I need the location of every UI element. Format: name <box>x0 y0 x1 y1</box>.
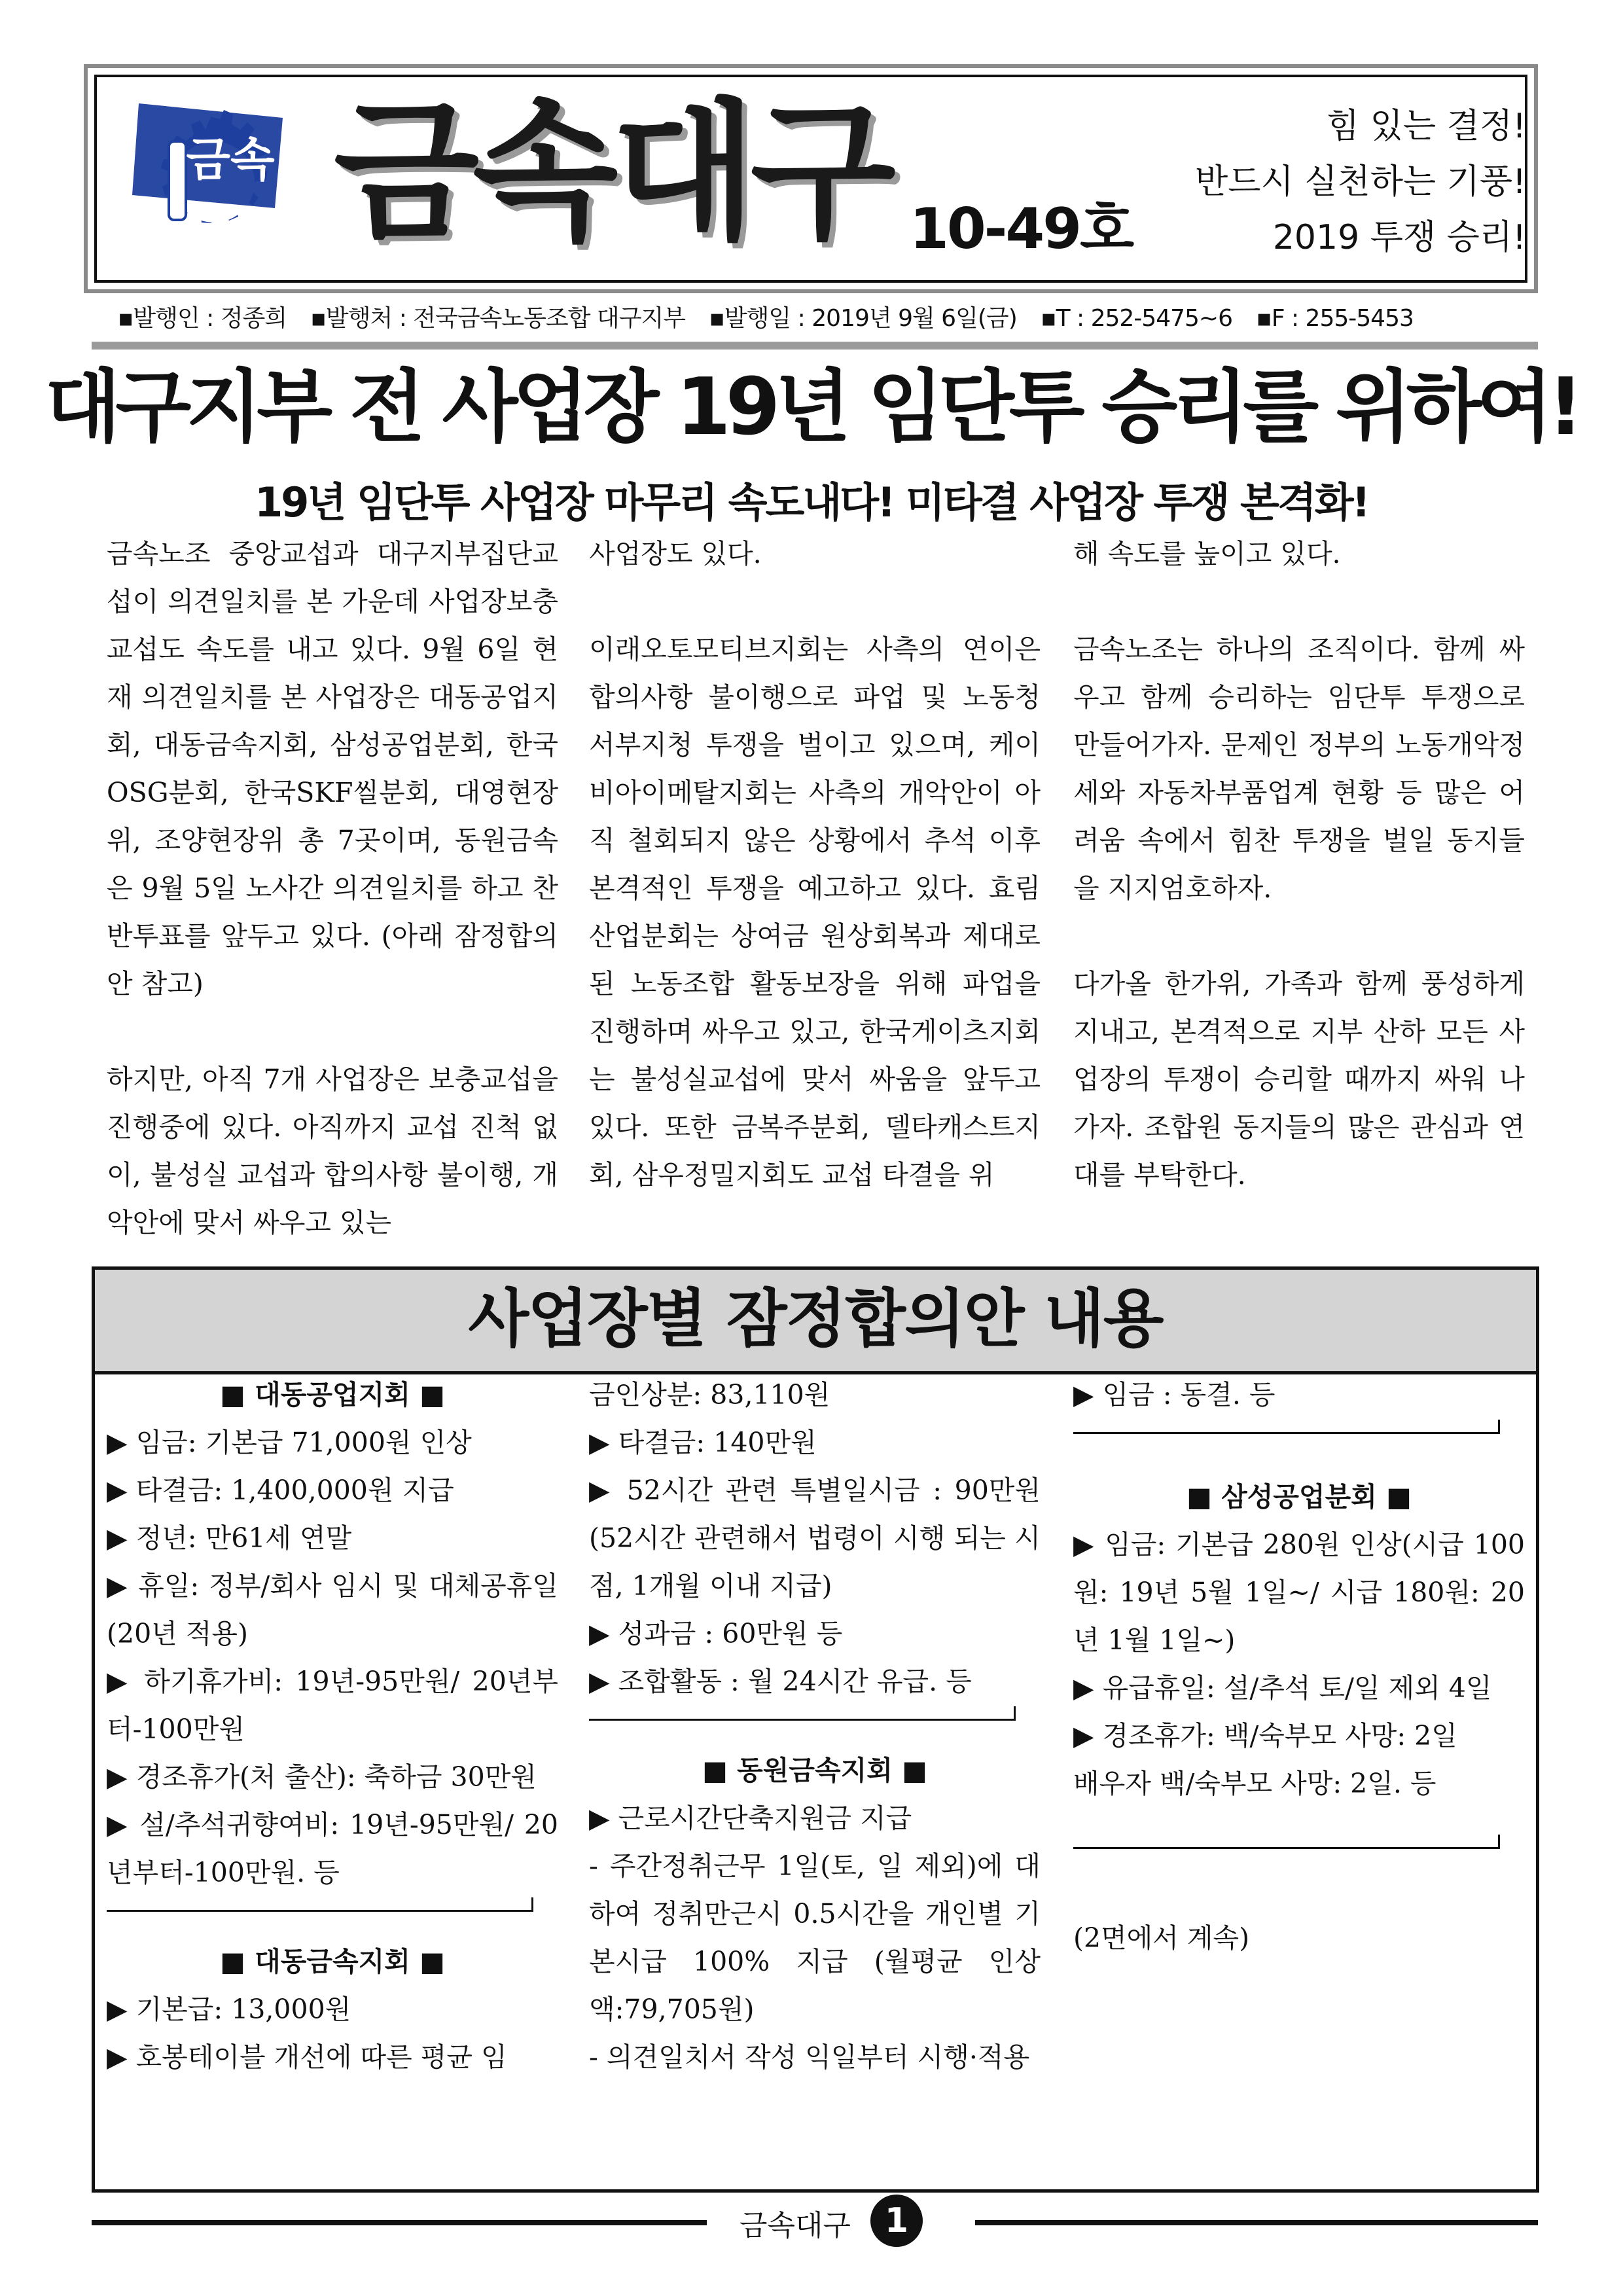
organization: ▪발행처 : 전국금속노동조합 대구지부 <box>310 305 686 332</box>
publish-date: ▪발행일 : 2019년 9월 6일(금) <box>709 305 1017 332</box>
agreement-item: - 의견일치서 작성 익일부터 시행·적용 <box>589 2041 1030 2073</box>
footer-title: 금속대구 <box>740 2209 851 2242</box>
article-paragraph: 금속노조 중앙교섭과 대구지부집단교섭이 의견일치를 본 가운데 사업장보충교섭도 속도를 내고 있다. 9월 6일 현재 의견일치를 본 사업장은 대동공업지회, 대동금속지회, 삼성공업분회, 한국OSG분회, 한국SKF씰분회, 대영현장위, 조양현장위 총 7곳이며, 동원금속은 9월 5일 노사간 의견일치를 하고 찬반투표를 앞두고 있다. (아래 잠정합의안 참고) <box>107 538 558 999</box>
issue-number: 10-49호 <box>910 196 1133 262</box>
section-divider <box>589 1706 1014 1721</box>
agreement-item: ▶ 조합활동 : 월 24시간 유급. 등 <box>589 1666 972 1697</box>
telephone: ▪T : 252-5475~6 <box>1041 305 1232 332</box>
article-column-1 <box>107 530 558 1247</box>
page-number: 1 <box>870 2195 923 2247</box>
subheadline: 19년 임단투 사업장 마무리 속도내다! 미타결 사업장 투쟁 본격화! <box>255 478 1368 526</box>
article-paragraph: 사업장도 있다. <box>589 538 762 569</box>
agreement-item: ▶ 성과금 : 60만원 등 <box>589 1618 843 1649</box>
agreement-column-1 <box>107 1371 558 2081</box>
headline: 대구지부 전 사업장 19년 임단투 승리를 위하여! <box>45 362 1578 453</box>
agreement-item: ▶ 타결금: 1,400,000원 지급 <box>107 1475 454 1506</box>
logo-text: 금속 <box>186 133 275 187</box>
agreement-item: ▶ 유급휴일: 설/추석 토/일 제외 4일 <box>1073 1672 1492 1704</box>
info-divider <box>92 342 1538 350</box>
footer-rule-left <box>92 2220 707 2225</box>
publication-info <box>118 300 1531 333</box>
agreement-item: ▶ 하기휴가비: 19년-95만원/ 20년부터-100만원 <box>107 1666 558 1745</box>
article-column-2 <box>589 530 1041 1199</box>
agreement-column-3 <box>1073 1371 1525 1962</box>
slogan-2: 반드시 실천하는 기풍! <box>1195 162 1526 202</box>
slogan-1: 힘 있는 결정! <box>1326 107 1526 146</box>
agreement-box-title: 사업장별 잠정합의안 내용 <box>95 1270 1536 1374</box>
agreement-item: ▶ 근로시간단축지원금 지급 <box>589 1803 912 1834</box>
article-paragraph: 이래오토모티브지회는 사측의 연이은 합의사항 불이행으로 파업 및 노동청 서부지청 투쟁을 벌이고 있으며, 케이비아이메탈지회는 사측의 개악안이 아직 철회되지 않은 상황에서 추석 이후 본격적인 투쟁을 예고하고 있다. 효림산업분회는 상여금 원상회복과 제대로된 노동조합 활동보장을 위해 파업을 진행하며 싸우고 있고, 한국게이츠지회는 불성실교섭에 맞서 싸움을 앞두고 있다. 또한 금복주분회, 델타캐스트지회, 삼우정밀지회도 교섭 타결을 위 <box>589 634 1041 1191</box>
agreement-item: ▶ 정년: 만61세 연말 <box>107 1522 352 1554</box>
article-column-3 <box>1073 530 1525 1199</box>
agreement-item: ▶ 기본급: 13,000원 <box>107 1994 351 2025</box>
section-heading: ■ 대동공업지회 ■ <box>220 1379 445 1410</box>
section-divider <box>1073 1419 1499 1434</box>
slogan-3: 2019 투쟁 승리! <box>1272 218 1526 257</box>
article-paragraph: 다가올 한가위, 가족과 함께 풍성하게 지내고, 본격적으로 지부 산하 모든 사업장의 투쟁이 승리할 때까지 싸워 나가자. 조합원 동지들의 많은 관심과 연대를 부탁한다. <box>1073 968 1525 1191</box>
union-logo <box>113 77 309 274</box>
section-heading: ■ 대동금속지회 ■ <box>220 1946 445 1977</box>
agreement-item: ▶ 임금: 기본급 280원 인상(시급 100원: 19년 5월 1일~/ 시급 180원: 20년 1월 1일~) <box>1073 1529 1525 1656</box>
continued-note: (2면에서 계속) <box>1073 1922 1250 1954</box>
newspaper-title: 금속대구 <box>334 86 889 260</box>
agreement-item: 배우자 백/숙부모 사망: 2일. 등 <box>1073 1768 1436 1799</box>
agreement-column-2 <box>589 1371 1041 2081</box>
agreement-item: ▶ 경조휴가(처 출산): 축하금 30만원 <box>107 1761 537 1793</box>
agreement-item: - 주간정취근무 1일(토, 일 제외)에 대하여 정취만근시 0.5시간을 개인별 기본시급 100% 지급 (월평균 인상액:79,705원) <box>589 1850 1041 2025</box>
agreement-item: ▶ 52시간 관련 특별일시금 : 90만원(52시간 관련해서 법령이 시행 되는 시점, 1개월 이내 지급) <box>589 1475 1041 1602</box>
agreement-item: ▶ 휴일: 정부/회사 임시 및 대체공휴일(20년 적용) <box>107 1570 558 1649</box>
section-divider <box>1073 1834 1499 1849</box>
agreement-item: ▶ 임금 : 동결. 등 <box>1073 1379 1275 1410</box>
article-paragraph: 해 속도를 높이고 있다. <box>1073 538 1341 569</box>
agreement-item: ▶ 경조휴가: 백/숙부모 사망: 2일 <box>1073 1720 1457 1751</box>
agreement-item: 금인상분: 83,110원 <box>589 1379 830 1410</box>
agreement-item: ▶ 설/추석귀향여비: 19년-95만원/ 20년부터-100만원. 등 <box>107 1809 558 1888</box>
article-paragraph: 하지만, 아직 7개 사업장은 보충교섭을 진행중에 있다. 아직까지 교섭 진척 없이, 불성실 교섭과 합의사항 불이행, 개악안에 맞서 싸우고 있는 <box>107 1064 558 1238</box>
publisher: ▪발행인 : 정종희 <box>118 305 287 332</box>
section-divider <box>107 1897 532 1912</box>
section-heading: ■ 삼성공업분회 ■ <box>1186 1481 1412 1513</box>
article-paragraph: 금속노조는 하나의 조직이다. 함께 싸우고 함께 승리하는 임단투 투쟁으로 만들어가자. 문제인 정부의 노동개악정세와 자동차부품업계 현황 등 많은 어려움 속에서 힘찬 투쟁을 벌일 동지들을 지지엄호하자. <box>1073 634 1525 904</box>
agreement-item: ▶ 임금: 기본급 71,000원 인상 <box>107 1427 472 1458</box>
agreement-item: ▶ 호봉테이블 개선에 따른 평균 임 <box>107 2041 507 2073</box>
fax: ▪F : 255-5453 <box>1256 305 1414 332</box>
agreement-item: ▶ 타결금: 140만원 <box>589 1427 817 1458</box>
footer-rule-right <box>975 2220 1538 2225</box>
section-heading: ■ 동원금속지회 ■ <box>702 1755 927 1786</box>
